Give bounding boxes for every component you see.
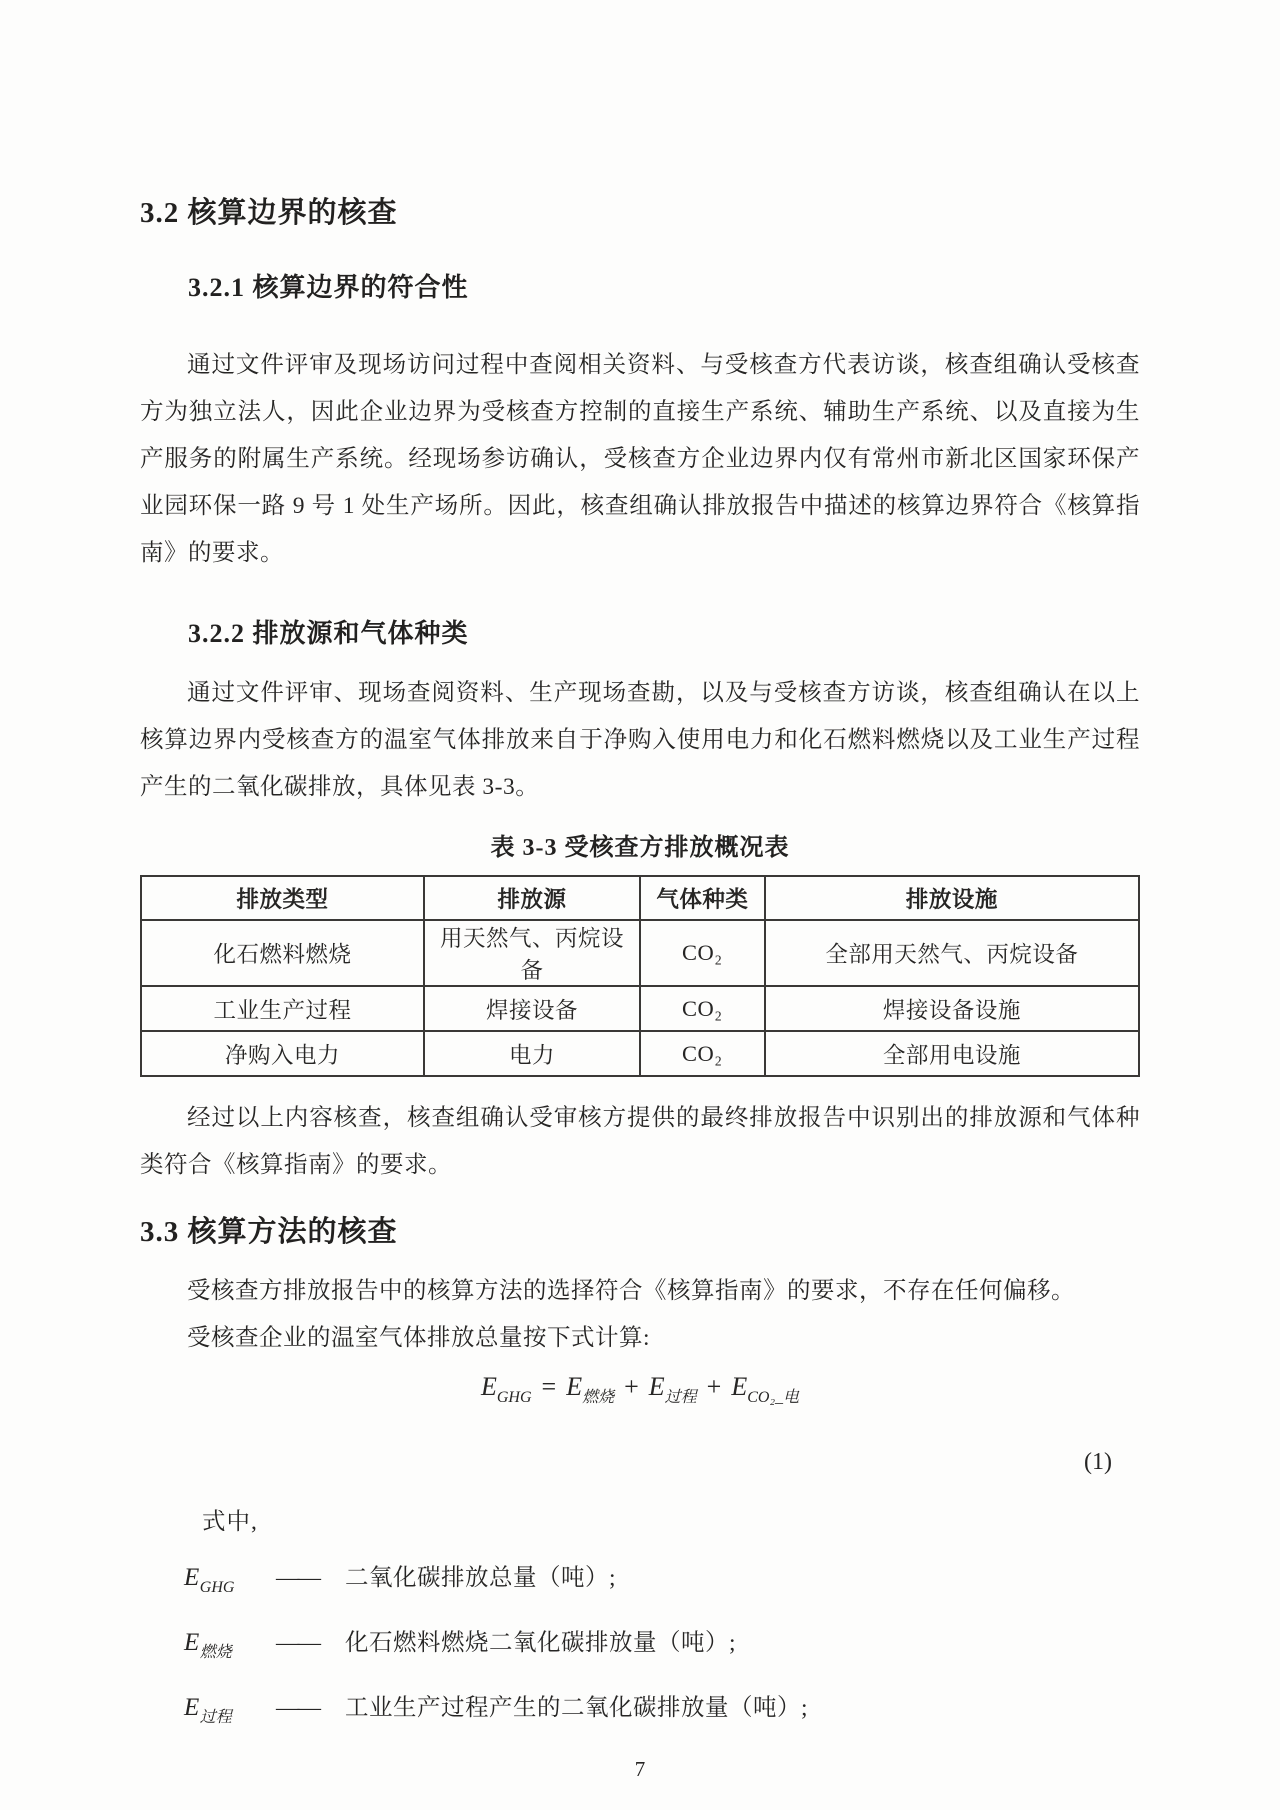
section-3-2-1-paragraph: 通过文件评审及现场访问过程中查阅相关资料、与受核查方代表访谈，核查组确认受核查方为独立法人，因此企业边界为受核查方控制的直接生产系统、辅助生产系统、以及直接为生产服务的附属生产系统。经现场参访确认，受核查方企业边界内仅有常州市新北区国家环保产业园环保一路 9 号 1 处生产场所。因此，核查组确认排放报告中描述的核算边界符合《核算指南》的要求。 [140, 352, 1140, 566]
emissions-overview-table [140, 875, 1140, 1077]
ghg-total-formula [140, 1372, 1140, 1407]
table-row [141, 986, 1139, 1031]
table-row [141, 1031, 1139, 1076]
table-cell: CO₂ [640, 1031, 765, 1076]
table-cell: 全部用天然气、丙烷设备 [765, 920, 1139, 986]
table-cell: 电力 [424, 1031, 640, 1076]
formula-term2-subscript: 过程 [664, 1389, 697, 1406]
section-3-3-paragraph-2: 受核查企业的温室气体排放总量按下式计算: [187, 1325, 651, 1351]
table-cell: CO₂ [640, 986, 765, 1031]
definition-dash: —— [276, 1695, 319, 1721]
definition-description: 化石燃料燃烧二氧化碳排放量（吨）; [345, 1630, 737, 1656]
symbol-definitions [184, 1562, 1140, 1734]
definition-symbol: $E_{燃烧}$ [184, 1629, 232, 1661]
formula-plus-sign: + [706, 1372, 722, 1401]
table-3-3-caption: 表 3-3 受核查方排放概况表 [490, 835, 790, 861]
definition-symbol: $E_{GHG}$ [184, 1564, 235, 1596]
formula-term1-subscript: 燃烧 [582, 1389, 615, 1406]
definition-symbol: $E_{过程}$ [184, 1694, 232, 1726]
section-3-2-2-heading: 3.2.2 排放源和气体种类 [188, 619, 469, 648]
table-header-gas-type: 气体种类 [640, 876, 765, 920]
section-3-2-heading: 3.2 核算边界的核查 [140, 197, 398, 229]
table-cell: 净购入电力 [141, 1031, 424, 1076]
definition-description: 工业生产过程产生的二氧化碳排放量（吨）; [345, 1695, 809, 1721]
definition-item [184, 1562, 1140, 1604]
section-3-3-heading: 3.3 核算方法的核查 [140, 1216, 398, 1248]
table-row [141, 920, 1139, 986]
section-3-3-paragraph-1: 受核查方排放报告中的核算方法的选择符合《核算指南》的要求，不存在任何偏移。 [187, 1278, 1075, 1304]
formula-term3-base: E [731, 1372, 748, 1401]
where-clause-label: 式中, [202, 1509, 258, 1535]
formula-term3-subscript: CO₂_电 [747, 1389, 800, 1406]
definition-dash: —— [276, 1630, 319, 1656]
table-cell: 焊接设备 [424, 986, 640, 1031]
equation-number: (1) [1084, 1449, 1112, 1475]
section-3-2-1-heading: 3.2.1 核算边界的符合性 [188, 273, 469, 302]
definition-description: 二氧化碳排放总量（吨）; [345, 1565, 617, 1591]
formula-lhs-subscript: GHG [496, 1389, 532, 1406]
table-cell: 用天然气、丙烷设备 [424, 920, 640, 986]
table-cell: 全部用电设施 [765, 1031, 1139, 1076]
formula-term1-base: E [566, 1372, 583, 1401]
formula-lhs-base: E [480, 1372, 497, 1401]
definition-item [184, 1627, 1140, 1669]
table-header-emission-type: 排放类型 [141, 876, 424, 920]
definition-item [184, 1692, 1140, 1734]
formula-plus-sign: + [624, 1372, 639, 1401]
formula-equals-sign: = [541, 1372, 557, 1401]
section-3-2-2-paragraph: 通过文件评审、现场查阅资料、生产现场查勘，以及与受核查方访谈，核查组确认在以上核算边界内受核查方的温室气体排放来自于净购入使用电力和化石燃料燃烧以及工业生产过程产生的二氧化碳排放，具体见表 3-3。 [140, 680, 1140, 800]
formula-term2-base: E [648, 1372, 665, 1401]
definition-dash: —— [276, 1565, 319, 1591]
table-header-emission-source: 排放源 [424, 876, 640, 920]
table-cell: 工业生产过程 [141, 986, 424, 1031]
section-3-3-text [140, 1268, 1140, 1362]
table-header-row [141, 876, 1139, 920]
after-table-paragraph: 经过以上内容核查，核查组确认受审核方提供的最终排放报告中识别出的排放源和气体种类符合《核算指南》的要求。 [140, 1105, 1140, 1178]
table-header-emission-facility: 排放设施 [765, 876, 1139, 920]
page-number: 7 [634, 1757, 646, 1781]
table-cell: 化石燃料燃烧 [141, 920, 424, 986]
table-cell: CO₂ [640, 920, 765, 986]
table-cell: 焊接设备设施 [765, 986, 1139, 1031]
